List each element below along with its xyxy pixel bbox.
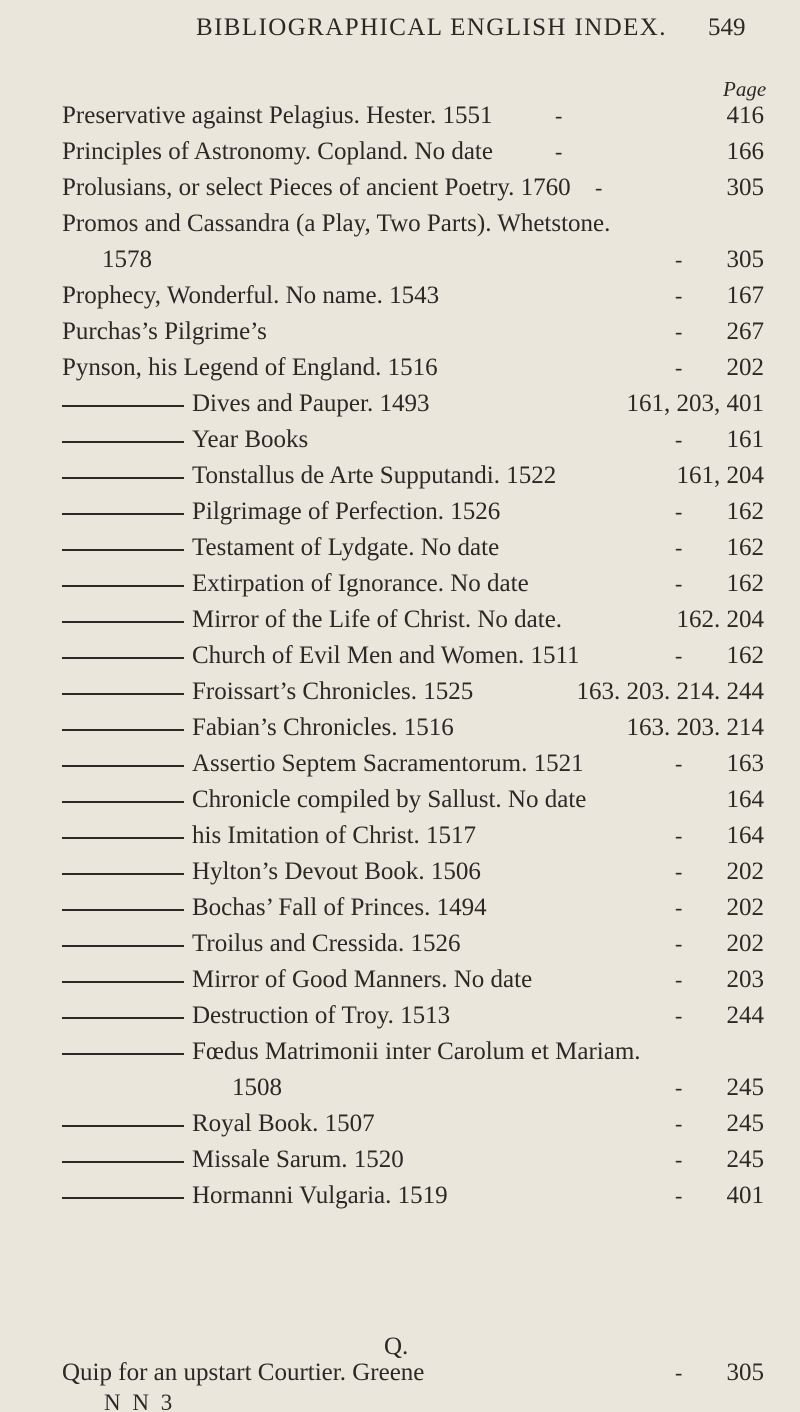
entry-text: Mirror of Good Manners. No date bbox=[192, 966, 533, 993]
entry-text: Extirpation of Ignorance. No date bbox=[192, 570, 529, 597]
ditto-rule bbox=[62, 981, 184, 983]
page-column-label: Page bbox=[723, 77, 767, 101]
entry-pages: 245 bbox=[726, 1146, 764, 1173]
entry-dash: - bbox=[675, 427, 683, 452]
entry-pages: 267 bbox=[726, 318, 764, 345]
index-entry bbox=[0, 170, 800, 206]
entry-dash: - bbox=[675, 499, 683, 524]
index-entry bbox=[0, 782, 800, 818]
entry-dash: - bbox=[555, 103, 563, 128]
entry-pages: 166 bbox=[726, 138, 764, 165]
entry-text: Destruction of Troy. 1513 bbox=[192, 1002, 451, 1029]
entry-text: Tonstallus de Arte Supputandi. 1522 bbox=[192, 462, 557, 489]
entry-pages: 161, 204 bbox=[676, 462, 764, 489]
entry-pages: 163. 203. 214 bbox=[626, 714, 764, 741]
entry-dash: - bbox=[675, 967, 683, 992]
ditto-rule bbox=[62, 1197, 184, 1199]
ditto-rule bbox=[62, 585, 184, 587]
entry-dash: - bbox=[675, 895, 683, 920]
entry-text: Prolusians, or select Pieces of ancient Poetry. 1760 bbox=[62, 174, 571, 201]
entry-dash: - bbox=[675, 1003, 683, 1028]
entry-pages: 162 bbox=[726, 534, 764, 561]
index-entry bbox=[0, 1355, 800, 1391]
entry-dash: - bbox=[675, 1075, 683, 1100]
index-entry bbox=[0, 854, 800, 890]
index-entry bbox=[0, 746, 800, 782]
ditto-rule bbox=[62, 873, 184, 875]
entry-dash: - bbox=[675, 931, 683, 956]
entry-text: Froissart’s Chronicles. 1525 bbox=[192, 678, 474, 705]
entry-text: Year Books bbox=[192, 426, 309, 453]
index-entry bbox=[0, 1106, 800, 1142]
index-entry bbox=[0, 566, 800, 602]
ditto-rule bbox=[62, 405, 184, 407]
index-entry bbox=[0, 1070, 800, 1106]
entry-text: Fabian’s Chronicles. 1516 bbox=[192, 714, 454, 741]
index-entry bbox=[0, 314, 800, 350]
ditto-rule bbox=[62, 909, 184, 911]
ditto-rule bbox=[62, 1017, 184, 1019]
entry-pages: 244 bbox=[726, 1002, 764, 1029]
index-entry bbox=[0, 818, 800, 854]
entry-dash: - bbox=[675, 319, 683, 344]
entry-dash: - bbox=[595, 175, 603, 200]
index-entry bbox=[0, 638, 800, 674]
entry-dash: - bbox=[675, 1360, 683, 1385]
ditto-rule bbox=[62, 945, 184, 947]
entry-pages: 162 bbox=[726, 570, 764, 597]
entry-dash: - bbox=[675, 859, 683, 884]
ditto-rule bbox=[62, 549, 184, 551]
entry-pages: 162 bbox=[726, 642, 764, 669]
index-entry bbox=[0, 494, 800, 530]
entry-pages: 162. 204 bbox=[676, 606, 764, 633]
entry-pages: 305 bbox=[726, 174, 764, 201]
index-entry bbox=[0, 134, 800, 170]
entry-dash: - bbox=[675, 571, 683, 596]
entry-text: Testament of Lydgate. No date bbox=[192, 534, 500, 561]
index-entry bbox=[0, 710, 800, 746]
ditto-rule bbox=[62, 837, 184, 839]
ditto-rule bbox=[62, 801, 184, 803]
entry-text: Dives and Pauper. 1493 bbox=[192, 390, 430, 417]
entry-pages: 202 bbox=[726, 894, 764, 921]
entry-dash: - bbox=[555, 139, 563, 164]
entry-text: Hylton’s Devout Book. 1506 bbox=[192, 858, 481, 885]
entry-dash: - bbox=[675, 751, 683, 776]
index-entry bbox=[0, 998, 800, 1034]
entry-text: Royal Book. 1507 bbox=[192, 1110, 375, 1137]
entry-text: Pilgrimage of Perfection. 1526 bbox=[192, 498, 501, 525]
index-entry bbox=[0, 926, 800, 962]
ditto-rule bbox=[62, 1053, 184, 1055]
index-entry bbox=[0, 350, 800, 386]
entry-dash: - bbox=[675, 823, 683, 848]
entry-text: Promos and Cassandra (a Play, Two Parts). Whetstone. bbox=[62, 210, 611, 237]
running-title: BIBLIOGRAPHICAL ENGLISH INDEX. bbox=[196, 14, 667, 41]
entry-text: Quip for an upstart Courtier. Greene bbox=[62, 1359, 425, 1386]
entry-pages: 245 bbox=[726, 1110, 764, 1137]
index-entry bbox=[0, 1034, 800, 1070]
entry-pages: 167 bbox=[726, 282, 764, 309]
ditto-rule bbox=[62, 513, 184, 515]
signature-mark: N N 3 bbox=[104, 1394, 176, 1412]
index-entry bbox=[0, 674, 800, 710]
entry-pages: 305 bbox=[726, 246, 764, 273]
entry-pages: 401 bbox=[726, 1182, 764, 1209]
index-entry bbox=[0, 530, 800, 566]
ditto-rule bbox=[62, 1161, 184, 1163]
index-entry bbox=[0, 890, 800, 926]
index-entry bbox=[0, 386, 800, 422]
entry-text: Mirror of the Life of Christ. No date. bbox=[192, 606, 563, 633]
index-entry bbox=[0, 206, 800, 242]
entry-dash: - bbox=[675, 535, 683, 560]
index-entry bbox=[0, 602, 800, 638]
entry-pages: 245 bbox=[726, 1074, 764, 1101]
entry-text: Bochas’ Fall of Princes. 1494 bbox=[192, 894, 487, 921]
entry-dash: - bbox=[675, 283, 683, 308]
entry-pages: 163 bbox=[726, 750, 764, 777]
entry-text: Hormanni Vulgaria. 1519 bbox=[192, 1182, 448, 1209]
entry-text: Principles of Astronomy. Copland. No date bbox=[62, 138, 493, 165]
entry-pages: 305 bbox=[726, 1359, 764, 1386]
entry-dash: - bbox=[675, 643, 683, 668]
entry-pages: 202 bbox=[726, 930, 764, 957]
index-entry bbox=[0, 242, 800, 278]
page-number: 549 bbox=[708, 14, 746, 41]
index-entry bbox=[0, 1142, 800, 1178]
ditto-rule bbox=[62, 477, 184, 479]
running-header bbox=[0, 8, 800, 48]
entry-dash: - bbox=[675, 247, 683, 272]
ditto-rule bbox=[62, 765, 184, 767]
entry-dash: - bbox=[675, 355, 683, 380]
entry-pages: 202 bbox=[726, 858, 764, 885]
ditto-rule bbox=[62, 729, 184, 731]
entry-dash: - bbox=[675, 1147, 683, 1172]
ditto-rule bbox=[62, 441, 184, 443]
entry-text: Chronicle compiled by Sallust. No date bbox=[192, 786, 587, 813]
entry-text: Purchas’s Pilgrime’s bbox=[62, 318, 267, 345]
entry-pages: 162 bbox=[726, 498, 764, 525]
entry-pages: 164 bbox=[726, 822, 764, 849]
section-letter: Q. bbox=[384, 1333, 409, 1360]
entry-dash: - bbox=[675, 1111, 683, 1136]
entry-text: Missale Sarum. 1520 bbox=[192, 1146, 404, 1173]
entry-text: 1508 bbox=[232, 1074, 282, 1101]
entry-pages: 161 bbox=[726, 426, 764, 453]
index-entry bbox=[0, 962, 800, 998]
entry-dash: - bbox=[675, 1183, 683, 1208]
ditto-rule bbox=[62, 1125, 184, 1127]
entry-pages: 416 bbox=[726, 102, 764, 129]
index-entry bbox=[0, 458, 800, 494]
entry-text: 1578 bbox=[102, 246, 152, 273]
entry-pages: 164 bbox=[726, 786, 764, 813]
entry-text: Troilus and Cressida. 1526 bbox=[192, 930, 461, 957]
index-entry bbox=[0, 98, 800, 134]
ditto-rule bbox=[62, 657, 184, 659]
entry-pages: 203 bbox=[726, 966, 764, 993]
entry-text: Prophecy, Wonderful. No name. 1543 bbox=[62, 282, 440, 309]
entry-text: Assertio Septem Sacramentorum. 1521 bbox=[192, 750, 584, 777]
entry-pages: 202 bbox=[726, 354, 764, 381]
entry-text: Church of Evil Men and Women. 1511 bbox=[192, 642, 580, 669]
index-entry bbox=[0, 278, 800, 314]
entry-pages: 161, 203, 401 bbox=[626, 390, 764, 417]
entry-text: Fœdus Matrimonii inter Carolum et Mariam. bbox=[192, 1038, 641, 1065]
entry-pages: 163. 203. 214. 244 bbox=[576, 678, 764, 705]
ditto-rule bbox=[62, 693, 184, 695]
entry-text: Preservative against Pelagius. Hester. 1551 bbox=[62, 102, 493, 129]
entry-text: Pynson, his Legend of England. 1516 bbox=[62, 354, 438, 381]
index-entry bbox=[0, 422, 800, 458]
ditto-rule bbox=[62, 621, 184, 623]
entry-text: his Imitation of Christ. 1517 bbox=[192, 822, 477, 849]
index-entry bbox=[0, 1178, 800, 1214]
